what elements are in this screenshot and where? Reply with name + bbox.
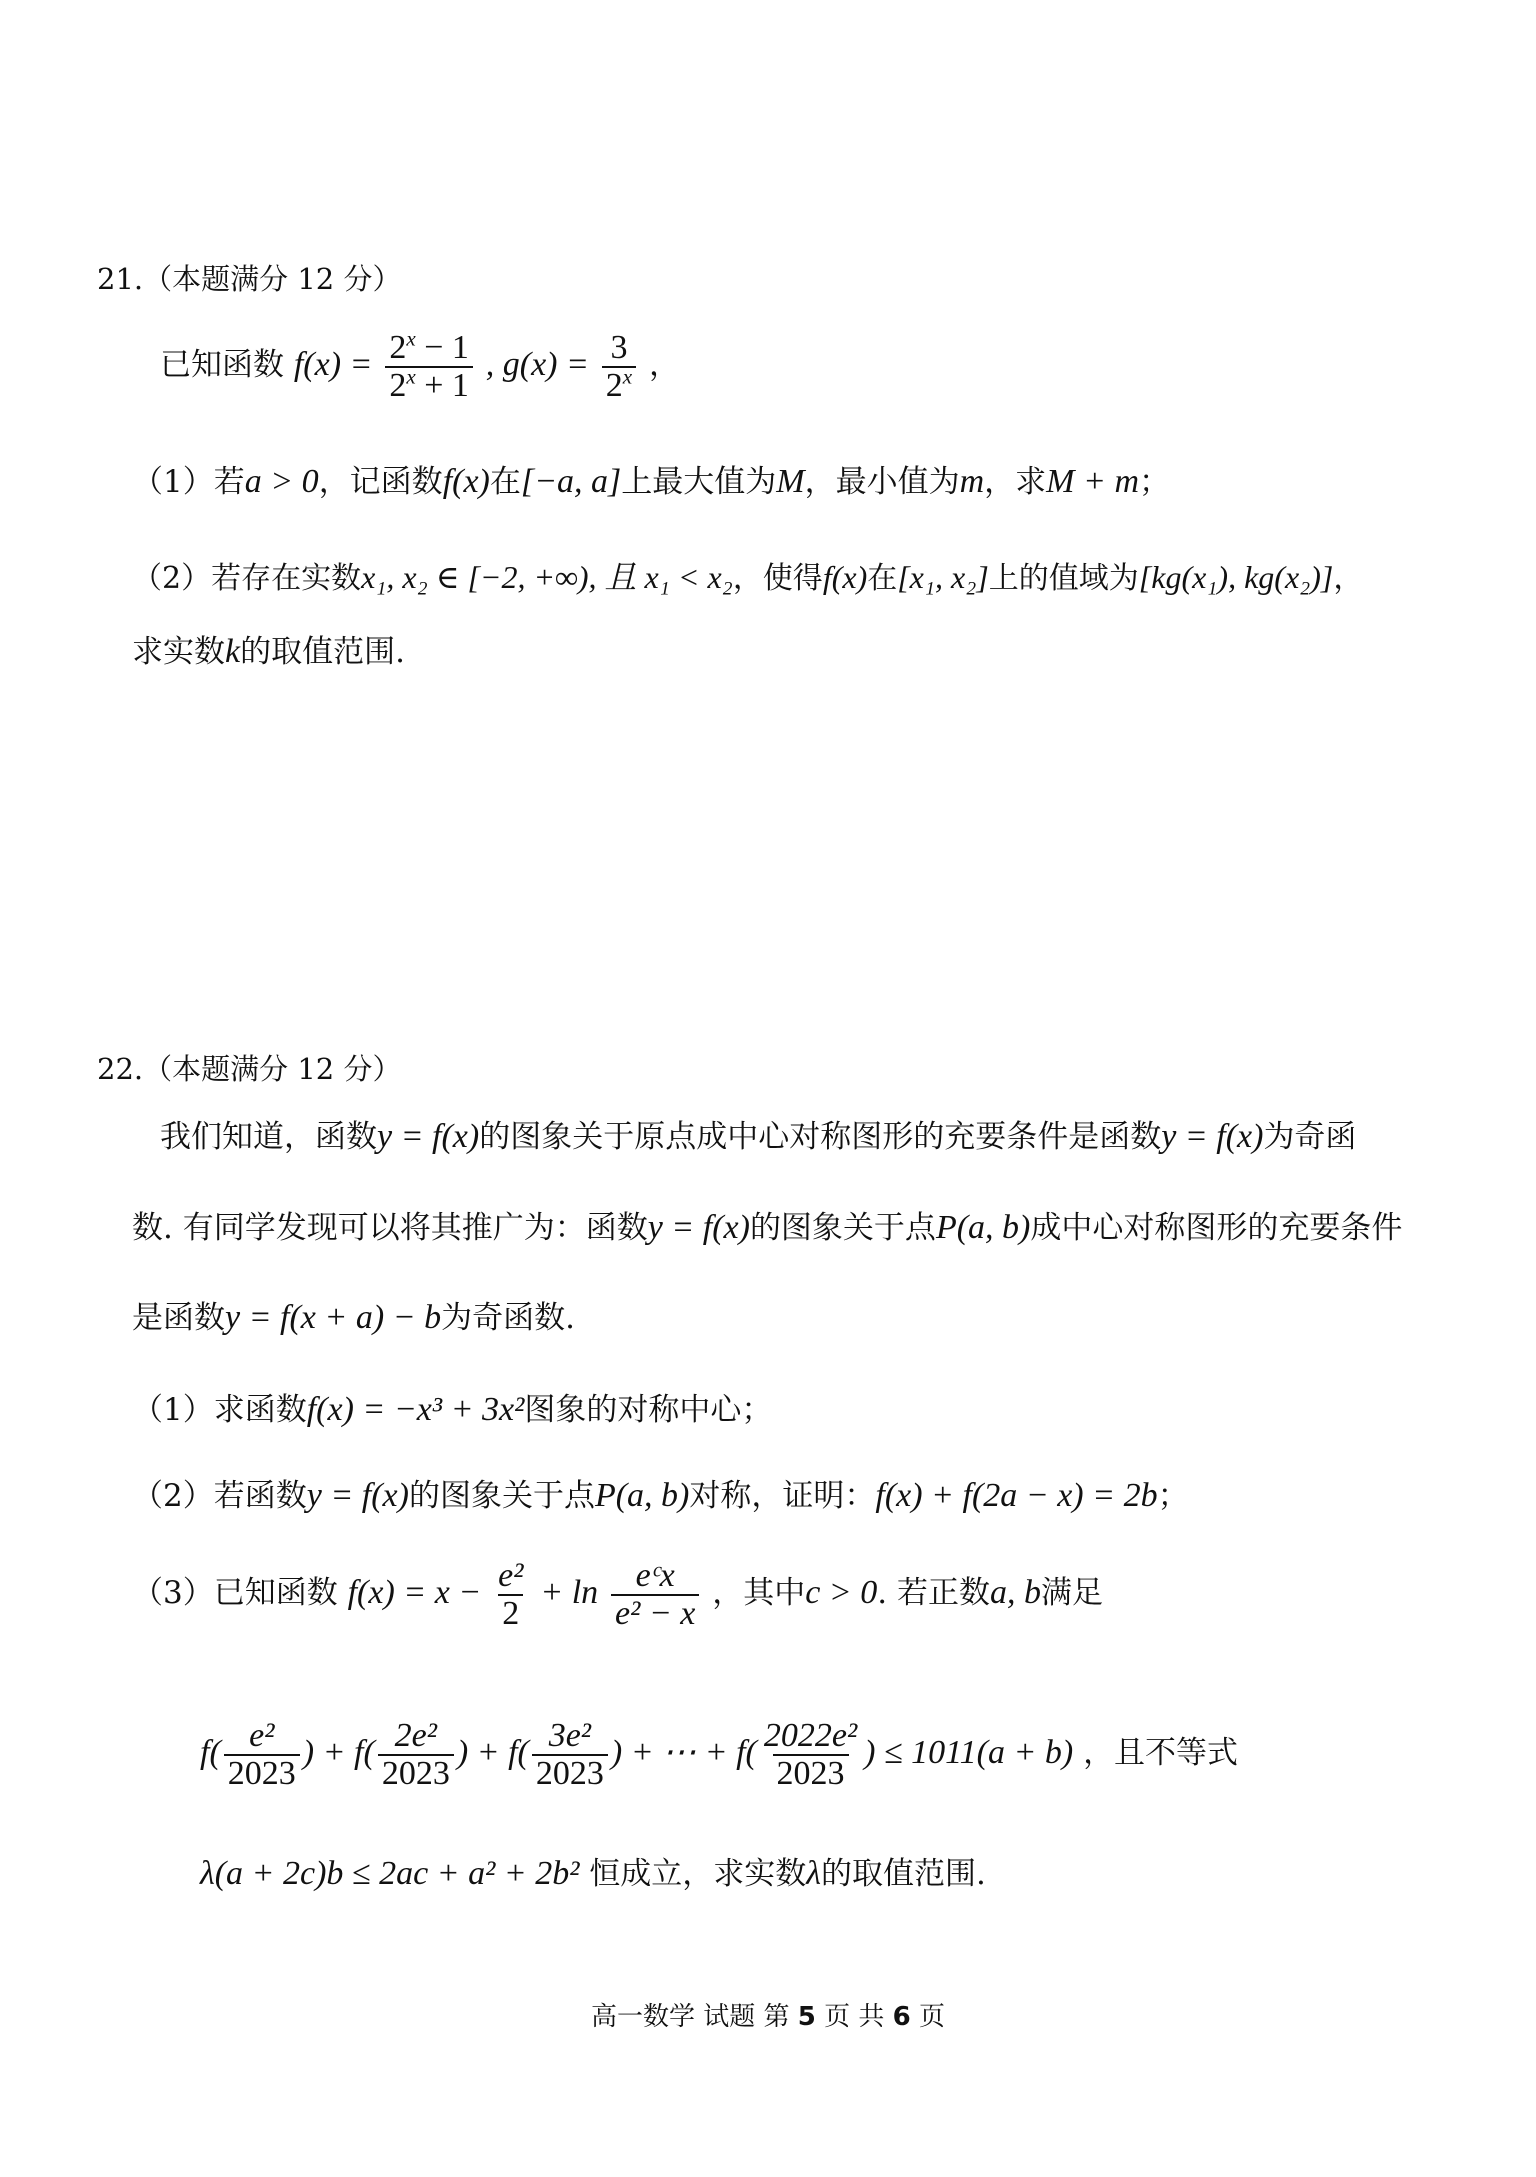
q21-f-fraction: $\frac{2^x - 1}{2^x + 1}$ xyxy=(385,330,473,403)
q22-part1: （1）求函数f(x) = −x³ + 3x²图象的对称中心； xyxy=(132,1391,773,1428)
page-number: 5 xyxy=(797,2002,816,2032)
q22-part3-sum: f( $\frac{\text{e²}}{2023}$ ) + f( $\frac{\text{2e²}}{2023}$ ) + f( $\frac{\text{3e²}}{2023}$ ) + ⋯ + f( $\frac{\text{2022e²}}{2023}$ ) ≤ 1011(a + b) ，且不等式 xyxy=(200,1717,1239,1792)
q22-part2: （2）若函数y = f(x)的图象关于点P(a, b)对称，证明：f(x) + f(2a − x) = 2b； xyxy=(132,1477,1189,1514)
sum-fraction-4: $\frac{\text{2022e²}}{2023}$ xyxy=(763,1717,858,1792)
sum-fraction-1: $\frac{\text{e²}}{2023}$ xyxy=(224,1718,300,1791)
q21-given: 已知函数 f(x) = $\frac{2^x - 1}{2^x + 1}$ , g(x) = $\frac{3}{2^x}$ ， xyxy=(160,326,681,404)
q21-part2-line2: 求实数k的取值范围. xyxy=(132,633,405,670)
q22-intro-line1: 我们知道，函数y = f(x)的图象关于原点成中心对称图形的充要条件是函数y = f(x)为奇函 xyxy=(160,1118,1357,1155)
q21-g-fraction: $\frac{3}{2^x}$ xyxy=(602,330,636,403)
sum-fraction-2: $\frac{\text{2e²}}{2023}$ xyxy=(378,1718,454,1791)
q22-heading: 22.（本题满分 12 分） xyxy=(97,1052,402,1086)
q21-part1: （1）若a > 0，记函数f(x)在[−a, a]上最大值为M，最小值为m，求M + m； xyxy=(132,463,1170,500)
q22-intro-line3: 是函数y = f(x + a) − b为奇函数. xyxy=(132,1299,575,1336)
q22-p3-fraction-1: $\frac{\text{e²}}{2}$ xyxy=(498,1557,524,1632)
q22-intro-line2: 数. 有同学发现可以将其推广为：函数y = f(x)的图象关于点P(a, b)成中心对称图形的充要条件 xyxy=(132,1209,1403,1246)
q21-part2: （2）若存在实数x₁, x₂ ∈ [−2, +∞), 且 x₁ < x₂，使得f(x)在[x₁, x₂]上的值域为[kg(x₁), kg(x₂)]， xyxy=(132,559,1364,596)
page-footer: 高一数学 试题 第 5 页 共 6 页 xyxy=(590,2002,946,2032)
sum-fraction-3: $\frac{\text{3e²}}{2023}$ xyxy=(532,1718,608,1791)
q22-part3: （3）已知函数 f(x) = x − $\frac{\text{e²}}{2}$ + ln $\frac{\text{eᶜx}}{\text{e² − x}}$ ，其中c > 0. 若正数a, b满足 xyxy=(132,1557,1103,1632)
page-total: 6 xyxy=(892,2002,911,2032)
q22-part3-inequality: λ(a + 2c)b ≤ 2ac + a² + 2b² 恒成立，求实数λ的取值范围. xyxy=(200,1855,986,1892)
q22-p3-fraction-2: $\frac{\text{eᶜx}}{\text{e² − x}}$ xyxy=(611,1558,699,1631)
q21-heading: 21.（本题满分 12 分） xyxy=(97,262,402,296)
